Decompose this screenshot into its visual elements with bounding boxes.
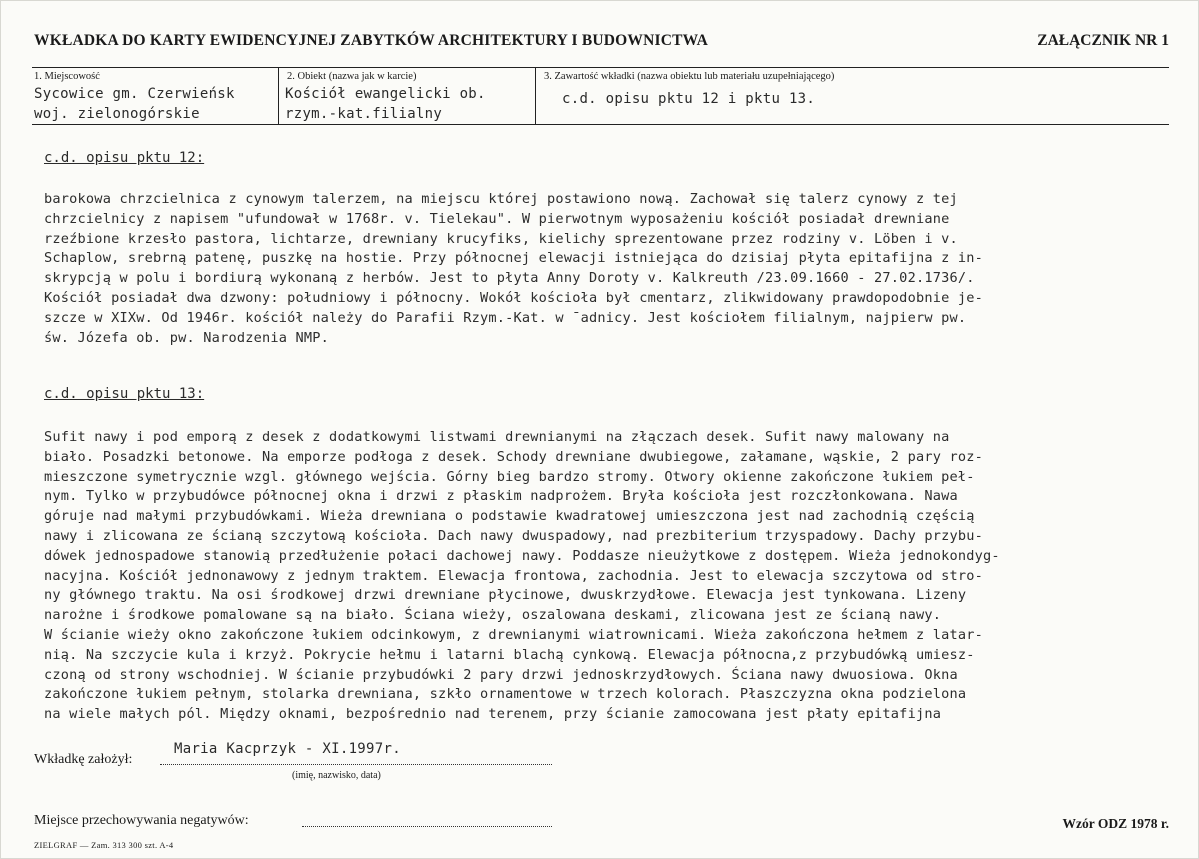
- text-line: biało. Posadzki betonowe. Na emporze podłoga z desek. Schody drewniane dwubiegowe, załamane, wąskie, 2 pary roz-: [44, 448, 984, 465]
- header-rule: [32, 67, 1169, 68]
- negatives-label: Miejsce przechowywania negatywów:: [34, 813, 249, 828]
- section-13-text: [44, 428, 1000, 725]
- document-title: WKŁADKA DO KARTY EWIDENCYJNEJ ZABYTKÓW ARCHITEKTURY I BUDOWNICTWA: [34, 32, 709, 49]
- text-line: szcze w XIXw. Od 1946r. kościół należy do Parafii Rzym.-Kat. w ˉadnicy. Jest kościołem filialnym, najpierw pw.: [44, 309, 967, 326]
- text-line: ny głównego traktu. Na osi środkowej drzwi drewniane płycinowe, dwuskrzydłowe. Elewacja jest tynkowana. Lizeny: [44, 587, 967, 604]
- locality-label: 1. Miejscowość: [34, 71, 100, 82]
- text-line: na wiele małych pól. Między oknami, bezpośrednio nad terenem, przy ścianie zamocowana jest płaty epitafijna: [44, 706, 942, 723]
- section-12-heading: c.d. opisu pktu 12:: [44, 150, 205, 166]
- section-13-heading: c.d. opisu pktu 13:: [44, 386, 205, 402]
- text-line: nawy i zlicowana ze ścianą szczytową kościoła. Dach nawy dwuspadowy, nad prezbiterium trzyspadowy. Dachy przybu-: [44, 527, 984, 544]
- created-by-caption: (imię, nazwisko, data): [292, 770, 381, 781]
- form-model: Wzór ODZ 1978 r.: [1062, 816, 1169, 831]
- text-line: dówek jednospadowe stanowią przedłużenie połaci dachowej nawy. Poddasze nieużytkowe z dostępem. Wieża jednokondyg-: [44, 547, 1000, 564]
- text-line: czoną od strony wschodniej. W ścianie przybudówki 2 pary drzwi jednoskrzydłowych. Ściana nawy dwuosiowa. Okna: [44, 666, 958, 683]
- negatives-dotline: [302, 826, 552, 827]
- text-line: Kościół posiadał dwa dzwony: południowy i północny. Wokół kościoła był cmentarz, zlikwidowany prawdopodobnie je-: [44, 289, 984, 306]
- text-line: mieszczone symetrycznie wzgl. głównego wejścia. Górny bieg bardzo stromy. Otwory okienne zakończone łukiem peł-: [44, 468, 975, 485]
- annex-number: ZAŁĄCZNIK NR 1: [1037, 32, 1169, 49]
- content-value: c.d. opisu pktu 12 i pktu 13.: [562, 91, 816, 107]
- text-line: św. Józefa ob. pw. Narodzenia NMP.: [44, 329, 330, 346]
- text-line: zakończone łukiem pełnym, stolarka drewniana, szkło ornamentowe w trzech kolorach. Płaszczyzna okna podzielona: [44, 686, 967, 703]
- text-line: skrypcją w polu i bordiurą wykonaną z herbów. Jest to płyta Anny Doroty v. Kalkreuth /23.09.1660 - 27.02.1736/.: [44, 270, 975, 287]
- text-line: chrzcielnicy z napisem "ufundował w 1768r. v. Tielekau". W pierwotnym wyposażeniu kościół posiadał drewniane: [44, 210, 950, 227]
- section-12-text: [44, 190, 983, 348]
- text-line: barokowa chrzcielnica z cynowym talerzem, na miejscu której postawiono nową. Zachował się talerz cynowy z tej: [44, 191, 958, 207]
- locality-line-1: Sycowice gm. Czerwieńsk: [34, 86, 235, 102]
- locality-line-2: woj. zielonogórskie: [34, 106, 200, 122]
- printer-imprint: ZIELGRAF — Zam. 313 300 szt. A-4: [34, 840, 174, 850]
- text-line: Sufit nawy i pod emporą z desek z dodatkowymi listwami drewnianymi na złączach desek. Sufit nawy malowany na: [44, 429, 950, 445]
- text-line: góruje nad małymi przybudówkami. Wieża drewniana o podstawie kwadratowej umieszczona jest nad zachodnią częścią: [44, 508, 975, 525]
- text-line: Schaplow, srebrną patenę, puszkę na hostie. Przy północnej elewacji istniejąca do dzisiaj płyta epitafijna z in-: [44, 250, 984, 267]
- content-label: 3. Zawartość wkładki (nazwa obiektu lub materiału uzupełniającego): [544, 71, 835, 82]
- object-line-1: Kościół ewangelicki ob.: [285, 86, 486, 102]
- text-line: W ścianie wieży okno zakończone łukiem odcinkowym, z drewnianymi wiatrownicami. Wieża zakończona hełmem z latar-: [44, 626, 984, 643]
- created-by-label: Wkładkę założył:: [34, 752, 133, 767]
- text-line: nym. Tylko w przybudówce północnej okna i drzwi z płaskim nadprożem. Bryła kościoła jest rozczłonkowana. Nawa: [44, 488, 958, 505]
- field-divider-2: [535, 67, 536, 124]
- text-line: nacyjna. Kościół jednonawowy z jednym traktem. Elewacja frontowa, zachodnia. Jest to elewacja szczytowa od stro-: [44, 567, 984, 584]
- fields-bottom-rule: [32, 124, 1169, 125]
- object-label: 2. Obiekt (nazwa jak w karcie): [287, 71, 417, 82]
- created-by-dotline: [160, 764, 552, 765]
- text-line: narożne i środkowe pomalowane są na biało. Ściana wieży, oszalowana deskami, zlicowana jest ze ścianą nawy.: [44, 607, 942, 624]
- field-divider-1: [278, 67, 279, 124]
- object-line-2: rzym.-kat.filialny: [285, 106, 443, 122]
- created-by-value: Maria Kacprzyk - XI.1997r.: [174, 741, 401, 757]
- text-line: rzeźbione krzesło pastora, lichtarze, drewniany krucyfiks, kielichy sprezentowane przez rodziny v. Löben i v.: [44, 230, 958, 247]
- text-line: nią. Na szczycie kula i krzyż. Pokrycie hełmu i latarni blachą cynkową. Elewacja północna,z przybudówką umiesz-: [44, 646, 975, 663]
